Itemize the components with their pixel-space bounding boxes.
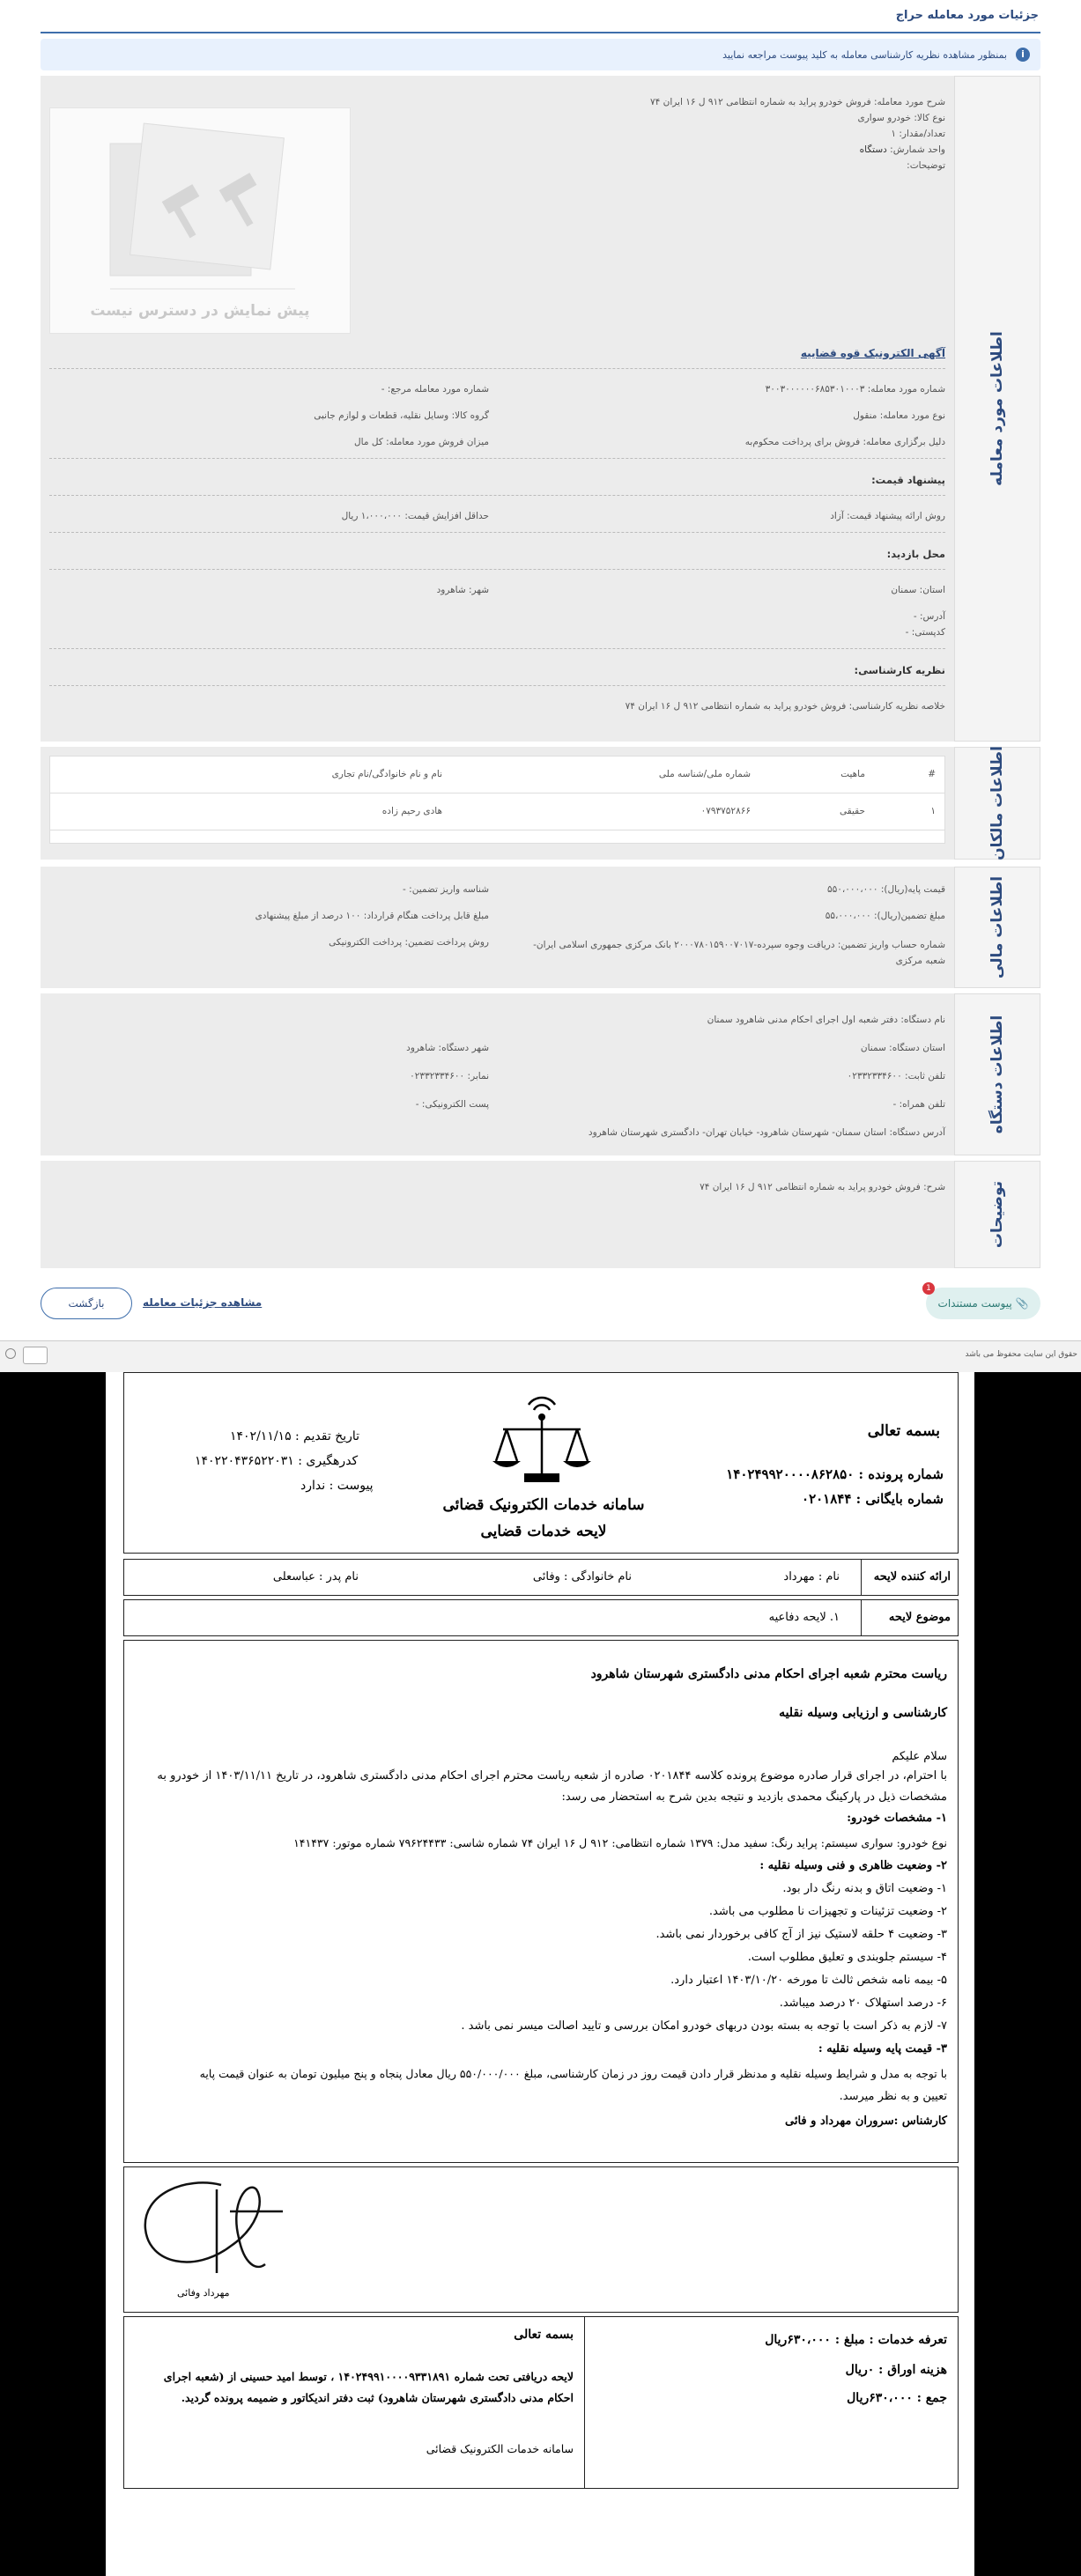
- copyright-note: حقوق این سایت محفوظ می باشد: [965, 1350, 1077, 1359]
- doc-body-line: مشخصات ذیل در پارکینگ محمدی بازدید و نتیجه بدین شرح به استحضار می رسد:: [561, 1790, 947, 1804]
- table-header: ماهیت: [840, 769, 865, 779]
- info-message: بمنظور مشاهده نظریه کارشناسی معامله به کلید پیوست مراجعه نمایید: [722, 48, 1007, 61]
- info-icon: i: [1016, 48, 1030, 62]
- contract-amount: مبلغ قابل پرداخت هنگام قرارداد: ۱۰۰ درصد از مبلغ پیشنهادی: [255, 911, 489, 921]
- doc-last-name: نام خانوادگی : وفائی: [532, 1570, 632, 1583]
- page-title: جزئیات مورد معامله حراج: [895, 9, 1039, 22]
- no-preview-text: پیش نمایش در دسترس نیست: [90, 302, 310, 320]
- description-text: شرح: فروش خودرو پراید به شماره انتظامی ۹۱۲ ل ۱۶ ایران ۷۴: [700, 1182, 945, 1192]
- section-label: اطلاعات دستگاه: [954, 993, 1040, 1155]
- doc-body-line: با احترام، در اجرای قرار صادره موضوع پرونده کلاسه ۰۲۰۱۸۴۴ صادره از شعبه ریاست محترم اجرای احکام مدنی دادگستری شاهرود، در تاریخ ۱۴۰۳/۱۱/۱۱ از خودرو به: [157, 1769, 947, 1783]
- doc-receipt-box: [123, 2316, 959, 2489]
- doc-body-line: ۱- وضعیت اتاق و بدنه رنگ دار بود.: [782, 1882, 947, 1895]
- section-label: اطلاعات مالی: [954, 867, 1040, 988]
- paperclip-icon: 📎: [1015, 1297, 1029, 1310]
- doc-body-line: ۳- وضعیت ۴ حلقه لاستیک نیز از آج کافی برخوردار نمی باشد.: [655, 1928, 947, 1941]
- divider: [49, 685, 945, 686]
- visit-postal: کدپستی: -: [905, 627, 945, 638]
- deposit-id: شناسه واریز تضمین: -: [403, 884, 489, 895]
- owners-table: [49, 756, 945, 844]
- deposit-amount: مبلغ تضمین(ریال): ۵۵،۰۰۰،۰۰۰: [825, 911, 945, 921]
- divider: [49, 569, 945, 570]
- doc-attach: پیوست : ندارد: [300, 1479, 374, 1493]
- attachments-button[interactable]: 1 📎 پیوست مستندات: [926, 1288, 1040, 1319]
- doc-signature-box: [123, 2166, 959, 2313]
- visit-city: شهر: شاهرود: [436, 585, 489, 595]
- table-cell: هادی رحیم زاده: [381, 806, 442, 816]
- section-label: اطلاعات مالکان: [954, 747, 1040, 860]
- ad-link[interactable]: آگهی الکترونیک قوه قضاییه: [800, 347, 945, 359]
- table-header: #: [928, 769, 936, 779]
- office-mobile: تلفن همراه: -: [892, 1099, 945, 1110]
- deal-number: شماره مورد معامله: ۳۰۰۳۰۰۰۰۰۰۶۸۵۳۰۱۰۰۰۳: [765, 384, 945, 395]
- info-banner: [41, 39, 1040, 70]
- doc-body-line: ۲- وضعیت ظاهری و فنی وسیله نقلیه :: [759, 1859, 947, 1872]
- doc-submit-date: تاریخ تقدیم : ۱۴۰۲/۱۱/۱۵: [230, 1429, 360, 1443]
- doc-body-line: ۳- قیمت پایه وسیله نقلیه :: [818, 2042, 947, 2056]
- signer-name: مهرداد وفائی: [177, 2287, 230, 2299]
- doc-tracking: کدرهگیری : ۱۴۰۲۲۰۴۳۶۵۲۲۰۳۱: [195, 1454, 359, 1468]
- expert-header: نظریه کارشناسی:: [854, 664, 945, 676]
- doc-subject: ۱. لایحه دفاعیه: [768, 1611, 840, 1624]
- item-count: تعداد/مقدار: ۱: [891, 129, 945, 139]
- logo-icon: [23, 1347, 48, 1364]
- doc-paper-cost: هزینه اوراق : ۰ریال: [845, 2363, 947, 2377]
- goods-group: گروه کالا: وسایل نقلیه، قطعات و لوازم جانبی: [314, 410, 489, 421]
- deposit-account: شماره حساب واریز تضمین: دریافت وجوه سپرده-۲۰۰۰۷۸۰۱۵۹۰۰۷۰۱۷ بانک مرکزی جمهوری اسلامی ایران- شعبه مرکزی: [533, 940, 945, 966]
- section-label: توضیحات: [954, 1161, 1040, 1268]
- item-notes: توضیحات:: [907, 160, 945, 171]
- section-description: [41, 1161, 1040, 1268]
- doc-receipt-sign: سامانه خدمات الکترونیک قضائی: [426, 2442, 574, 2455]
- view-details-link[interactable]: مشاهده جزئیات معامله: [143, 1296, 263, 1309]
- doc-body-line: ۶- درصد استهلاک ۲۰ درصد میباشد.: [779, 1997, 947, 2010]
- table-cell: حقیقی: [839, 806, 865, 816]
- doc-submitter-row: [123, 1559, 959, 1596]
- doc-header-box: [123, 1372, 959, 1554]
- ref-number: شماره مورد معامله مرجع: -: [381, 384, 489, 395]
- doc-case-no: شماره پرونده : ۱۴۰۲۴۹۹۲۰۰۰۰۸۶۲۸۵۰: [726, 1466, 944, 1482]
- table-row: [50, 793, 944, 830]
- doc-fee: تعرفه خدمات : مبلغ : ۶۳۰،۰۰۰ریال: [765, 2333, 947, 2347]
- doc-body-line: با توجه به مدل و شرایط وسیله نقلیه و مدنظر قرار دادن قیمت روز در زمان کارشناسی، مبلغ ۵۵۰/۰۰۰/۰۰۰ ریال معادل پنجاه و پنج میلیون تومان به عنوان قیمت پایه: [199, 2067, 947, 2080]
- gavel-icon: [48, 108, 350, 335]
- divider: [49, 368, 945, 369]
- base-price: قیمت پایه(ریال): ۵۵۰،۰۰۰،۰۰۰: [826, 884, 945, 895]
- doc-father-name: نام پدر : عباسعلی: [272, 1570, 359, 1583]
- office-address: آدرس دستگاه: استان سمنان- شهرستان شاهرود- خیابان تهران- دادگستری شهرستان شاهرود: [588, 1127, 945, 1138]
- min-increase: حداقل افزایش قیمت: ۱،۰۰۰،۰۰۰ ریال: [341, 511, 489, 521]
- doc-body-line: سلام علیکم: [892, 1750, 947, 1763]
- doc-body: [123, 1640, 959, 2163]
- doc-body-line: کارشناسی و ارزیابی وسیله نقلیه: [779, 1706, 947, 1720]
- doc-subject-label: موضوع لایحه: [888, 1611, 951, 1624]
- doc-bismillah: بسمه تعالی: [867, 1422, 940, 1440]
- sale-share: میزان فروش مورد معامله: کل مال: [354, 437, 489, 447]
- doc-receipt-line1: لایحه دریافتی تحت شماره ۱۴۰۲۴۹۹۱۰۰۰۰۹۳۳۱۸۹۱ ، توسط امید حسینی از (شعبه اجرای: [163, 2370, 574, 2383]
- doc-body-line: کارشناس :سروران مهرداد و فائی: [785, 2115, 947, 2128]
- document-page: [106, 1372, 974, 2576]
- item-unit: واحد شمارش: دستگاه: [859, 144, 945, 155]
- doc-submitter-label: ارائه کننده لایحه: [873, 1570, 951, 1583]
- justice-scale-icon: [487, 1385, 596, 1495]
- visit-address: آدرس: -: [913, 611, 945, 622]
- office-phone: تلفن ثابت: ۰۲۳۳۲۳۳۴۶۰۰: [847, 1071, 945, 1081]
- doc-body-line: نوع خودرو: سواری سیستم: پراید رنگ: سفید مدل: ۱۳۷۹ شماره انتظامی: ۹۱۲ ل ۱۶ ایران ۷۴ شماره شاسی: ۷۹۶۲۴۴۳۳ شماره موتور: ۱۴۱۴۳۷: [293, 1836, 947, 1849]
- doc-body-line: ۱- مشخصات خودرو:: [847, 1812, 947, 1825]
- deal-type: نوع مورد معامله: منقول: [853, 410, 945, 421]
- table-cell: ۱: [930, 806, 936, 816]
- zoom-icon[interactable]: [5, 1348, 16, 1359]
- section-owners: [41, 747, 1040, 860]
- price-offer-header: پیشنهاد قیمت:: [871, 474, 945, 486]
- preview-placeholder: [49, 107, 351, 334]
- divider: [49, 495, 945, 496]
- doc-body-line: ۲- وضعیت تزئینات و تجهیزات نا مطلوب می باشد.: [708, 1905, 947, 1918]
- payment-method: روش پرداخت تضمین: پرداخت الکترونیکی: [329, 937, 489, 948]
- doc-title: لایحه خدمات قضایی: [480, 1523, 607, 1540]
- back-button[interactable]: بازگشت: [41, 1288, 132, 1319]
- doc-body-line: ۴- سیستم جلوبندی و تعلیق مطلوب است.: [747, 1951, 947, 1964]
- signature-icon: [133, 2176, 300, 2282]
- doc-body-line: ریاست محترم شعبه اجرای احکام مدنی دادگستری شهرستان شاهرود: [590, 1667, 947, 1681]
- section-financial: [41, 867, 1040, 988]
- section-item-info: [41, 76, 1040, 742]
- office-email: پست الکترونیکی: -: [415, 1099, 489, 1110]
- doc-total: جمع : ۶۳۰،۰۰۰ریال: [847, 2391, 947, 2405]
- office-city: شهر دستگاه: شاهرود: [406, 1043, 489, 1053]
- offer-method: روش ارائه پیشنهاد قیمت: آزاد: [830, 511, 945, 521]
- viewer-toolbar: [0, 1340, 1081, 1372]
- divider: [49, 458, 945, 459]
- doc-body-line: ۵- بیمه نامه شخص ثالث تا مورخه ۱۴۰۳/۱۰/۲۰ اعتبار دارد.: [670, 1974, 947, 1987]
- divider: [49, 532, 945, 533]
- title-divider: [41, 32, 1040, 33]
- doc-body-line: ۷- لازم به ذکر است با توجه به بسته بودن دربهای خودرو امکان بررسی و تایید اصالت میسر نمی باشد .: [461, 2019, 947, 2033]
- section-label: اطلاعات مورد معامله: [954, 76, 1040, 742]
- visit-header: محل بازدید:: [886, 548, 945, 560]
- table-cell: ۰۷۹۳۷۵۲۸۶۶: [700, 806, 751, 816]
- doc-first-name: نام : مهرداد: [783, 1570, 840, 1583]
- attachment-count-badge: 1: [922, 1282, 935, 1295]
- deal-reason: دلیل برگزاری معامله: فروش برای پرداخت محکوم‌به: [744, 437, 945, 447]
- doc-org-name: سامانه خدمات الکترونیک قضائی: [442, 1496, 645, 1514]
- office-province: استان دستگاه: سمنان: [860, 1043, 945, 1053]
- expert-summary: خلاصه نظریه کارشناسی: فروش خودرو پراید به شماره انتظامی ۹۱۲ ل ۱۶ ایران ۷۴: [625, 701, 945, 712]
- doc-receipt-line2: احکام مدنی دادگستری شهرستان شاهرود) ثبت دفتر اندیکاتور و ضمیمه پرونده گردید.: [181, 2391, 574, 2404]
- section-office: [41, 993, 1040, 1155]
- doc-receipt-title: بسمه تعالی: [514, 2328, 574, 2342]
- doc-archive-no: شماره بایگانی : ۰۲۰۱۸۴۴: [802, 1491, 944, 1507]
- doc-body-line: تعیین و به نظر میرسد.: [839, 2090, 947, 2103]
- visit-province: استان: سمنان: [891, 585, 945, 595]
- item-category: نوع کالا: خودرو سواری: [857, 113, 945, 123]
- table-header-row: [50, 757, 944, 793]
- item-desc: شرح مورد معامله: فروش خودرو پراید به شماره انتظامی ۹۱۲ ل ۱۶ ایران ۷۴: [650, 97, 945, 107]
- table-header: نام و نام خانوادگی/نام تجاری: [331, 769, 442, 779]
- doc-subject-row: [123, 1599, 959, 1636]
- divider: [49, 648, 945, 649]
- office-name: نام دستگاه: دفتر شعبه اول اجرای احکام مدنی شاهرود سمنان: [707, 1015, 945, 1025]
- table-header: شماره ملی/شناسه ملی: [658, 769, 751, 779]
- office-fax: نمابر: ۰۲۳۳۲۳۳۴۶۰۰: [410, 1071, 489, 1081]
